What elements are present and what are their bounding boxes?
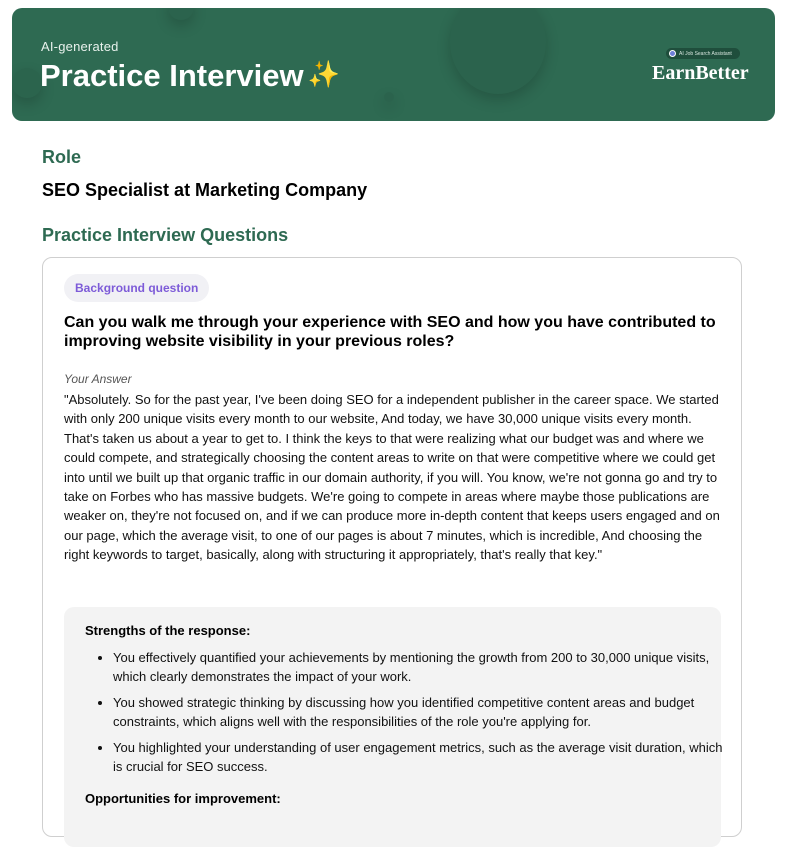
brand-logo: EarnBetter (652, 62, 749, 84)
decorative-circle (450, 8, 546, 94)
question-tag: Background question (64, 274, 209, 302)
question-card (42, 257, 742, 837)
strengths-list (85, 648, 728, 782)
page-title (40, 58, 340, 94)
feedback-panel (64, 607, 721, 847)
strengths-heading: Strengths of the response: (85, 623, 251, 638)
answer-label: Your Answer (64, 372, 132, 386)
strength-item: • You highlighted your understanding of user engagement metrics, such as the average visit duration, which is crucial for SEO success. (113, 738, 728, 777)
banner-kicker: AI-generated (41, 39, 119, 54)
header-banner (12, 8, 775, 121)
decorative-circle (384, 92, 394, 102)
role-heading: Role (42, 147, 82, 167)
decorative-circle (168, 8, 194, 20)
sparkle-icon: ✨ (307, 59, 341, 89)
badge-dot-icon (669, 50, 676, 57)
brand-badge (666, 48, 740, 59)
question-text: Can you walk me through your experience with SEO and how you have contributed to improving website visibility in your previous roles? (64, 314, 716, 350)
opportunities-heading: Opportunities for improvement: (85, 791, 281, 806)
role-value: SEO Specialist at Marketing Company (42, 180, 368, 200)
page-title-text: Practice Interview (40, 58, 304, 93)
decorative-circle (12, 68, 42, 98)
strength-item: • You showed strategic thinking by discussing how you identified competitive content areas and budget constraints, which aligns well with the responsibilities of the role you're applying for. (113, 693, 728, 732)
brand-badge-label: AI Job Search Assistant (679, 50, 732, 57)
questions-heading: Practice Interview Questions (42, 225, 289, 245)
answer-text: "Absolutely. So for the past year, I've been doing SEO for a independent publisher in the career space. We started with only 200 unique visits every month to our website, And today, we have 30,000 unique visits every month. That's taken us about a year to get to. I think the keys to that were realizing what our budget was and where we could compete, and strategically choosing the content areas to write on that were competitive where we could get into until we built up that organic traffic in our domain authority, if you will. You know, we're not gonna go and try to take on Forbes who has massive budgets. We're going to compete in areas where maybe those publications are weaker on, they're not focused on, and if we can produce more in-depth content that keeps users engaged and on our page, which the average visit, to one of our pages is about 7 minutes, which is incredible, And choosing the right keywords to target, basically, along with structuring it appropriately, that's really that key." (64, 392, 720, 563)
strength-item: • You effectively quantified your achievements by mentioning the growth from 200 to 30,000 unique visits, which clearly demonstrates the impact of your work. (113, 648, 728, 687)
